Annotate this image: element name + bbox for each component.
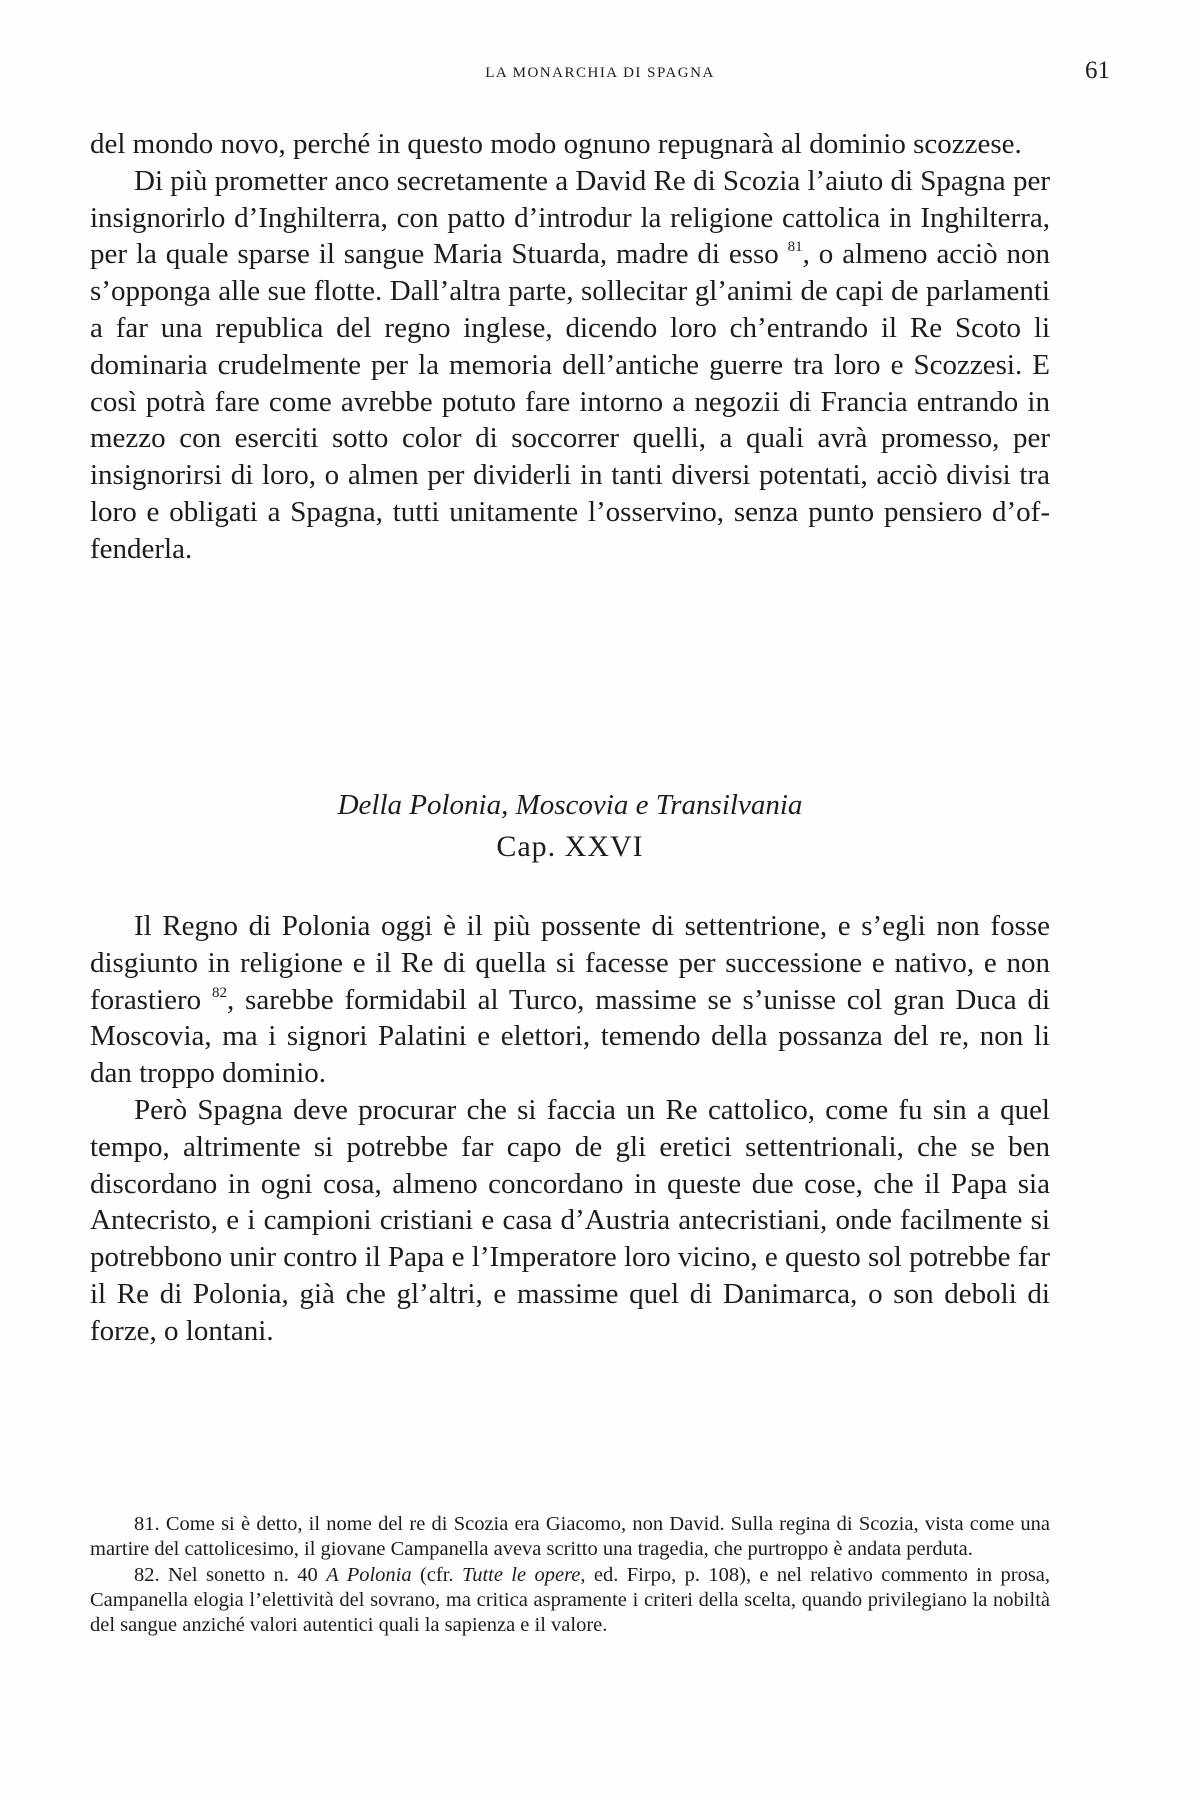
paragraph xyxy=(90,908,1050,1092)
chapter-number: Cap. XXVI xyxy=(496,830,644,863)
chapter-heading xyxy=(90,787,1050,867)
body-text-section-2 xyxy=(90,908,1050,1350)
paragraph-text: , sarebbe formidabil al Turco, massime se s’unisse col gran Duca di Moscovia, ma i signori Palatini e elettori, temendo della possanza del re, non li dan troppo dominio. xyxy=(90,983,1051,1090)
footnote-number: 81. xyxy=(134,1513,160,1535)
footnote-text: (cfr. xyxy=(419,1563,454,1586)
paragraph-text: Di più prometter anco secretamente a David Re di Scozia l’aiuto di Spagna per insignorirlo d’Inghilterra, con patto d’introdur la religione cattolica in Inghilterra, per la quale sparse il sangue Maria Stuarda, madre di esso xyxy=(90,164,1050,271)
paragraph-text: , o almeno acciò non s’opponga alle sue flotte. Dall’altra parte, sollecitar gl’animi de capi de parlamenti a far una republica del regno inglese, dicendo loro ch’entrando il Re Scoto li dominaria crudelmente per la memoria dell’antiche guerre tra loro e Scozzesi. E così potrà fare come avrebbe potuto fare intorno a negozii di Francia entrando in mezzo con eserciti sotto color di soccorrer quelli, a quali avrà promesso, per insignorirsi di loro, o almen per dividerli in tanti diversi potentati, acciò divisi tra loro e obligati a Spagna, tutti unitamente l’osservino, senza punto pensiero d’offenderla. xyxy=(90,238,1050,565)
footnote-number: 82. xyxy=(134,1563,160,1586)
paragraph xyxy=(90,163,1050,568)
footnote-italic-title: Tutte le opere xyxy=(461,1563,581,1586)
footnotes xyxy=(90,1512,1050,1638)
footnote xyxy=(90,1512,1050,1563)
footnote-text: Come si è detto, il nome del re di Scozia era Giacomo, non David. Sulla regina di Scozia, vista come una martire del cattolicesimo, il giovane Campanella aveva scritto una tragedia, che purtroppo è andata perduta. xyxy=(90,1513,1051,1561)
running-title: LA MONARCHIA DI SPAGNA xyxy=(485,65,715,81)
paragraph-text: Il Regno di Polonia oggi è il più possente di settentrione, e s’egli non fosse disgiunto in religione e il Re di quella si facesse per successione e nativo, e non forastiero xyxy=(90,910,1050,1016)
footnote xyxy=(90,1563,1050,1639)
footnote-reference: 81 xyxy=(787,239,803,256)
page-number: 61 xyxy=(1085,57,1110,84)
footnote-reference: 82 xyxy=(211,984,227,1001)
body-text-section-1 xyxy=(90,126,1050,568)
running-head xyxy=(90,55,1110,95)
chapter-title: Della Polonia, Moscovia e Transilvania xyxy=(337,789,803,821)
paragraph: del mondo novo, perché in questo modo ognuno repugnarà al dominio scozzese. xyxy=(90,128,1022,160)
footnote-text: , ed. Firpo, p. 108), e nel relativo commento in prosa, Campanella elogia l’elettività del sovrano, ma critica aspramente i criteri della scelta, quando privilegiano la nobiltà del sangue anziché valori autentici quali la sapienza e il valore. xyxy=(90,1563,1051,1637)
paragraph: Però Spagna deve procurar che si faccia un Re cattolico, come fu sin a quel tempo, altrimente si potrebbe far capo de gli eretici settentrionali, che se ben discordano in ogni cosa, almeno concordano in queste due cose, che il Papa sia Antecristo, e i campioni cristiani e casa d’Austria antecristiani, onde facilmente si potrebbono unir contro il Papa e l’Imperatore loro vicino, e questo sol potrebbe far il Re di Polonia, già che gl’altri, e massime quel di Danimarca, o son deboli di forze, o lontani. xyxy=(90,1093,1050,1347)
footnote-italic-title: A Polonia xyxy=(326,1563,412,1586)
footnote-text: Nel sonetto n. 40 xyxy=(168,1563,318,1586)
